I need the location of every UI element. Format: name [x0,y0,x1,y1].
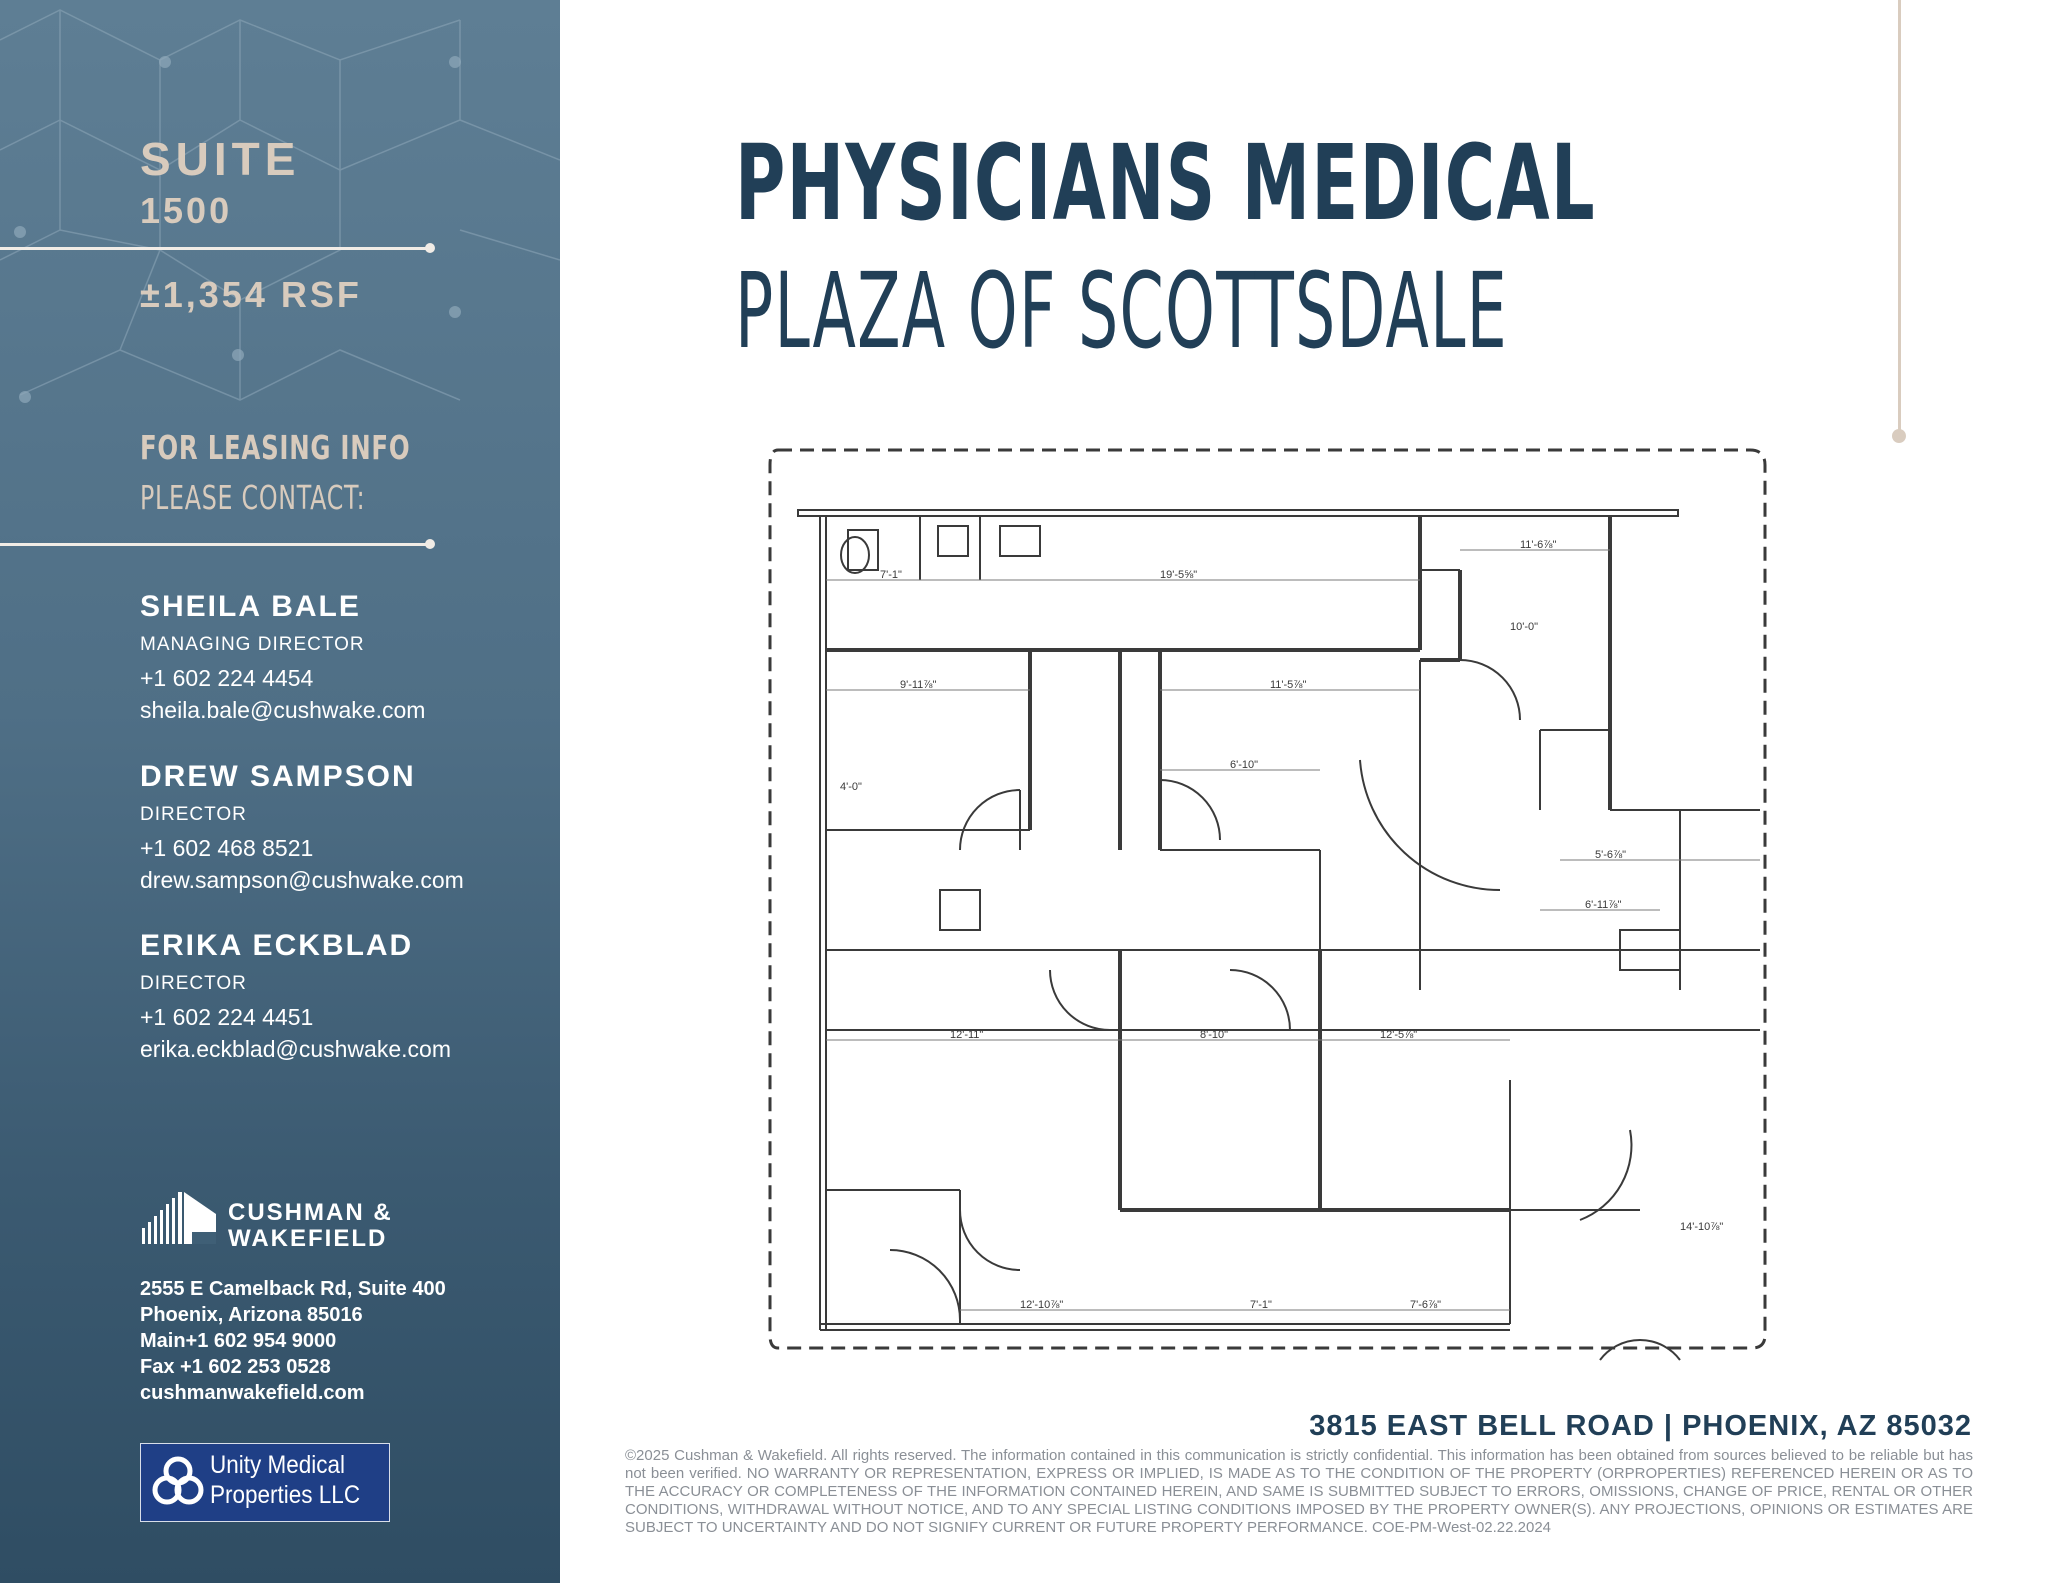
contact-phone[interactable]: +1 602 468 8521 [140,835,314,861]
legal-disclaimer: ©2025 Cushman & Wakefield. All rights reserved. The information contained in this communication is strictly confidential. This information has been obtained from sources believed to be reliable but has not been verified. NO WARRANTY OR REPRESENTATION, EXPRESS OR IMPLIED, IS MADE AS TO THE CONDITION OF THE PROPERTY (ORPROPERTIES) REFERENCED HEREIN OR AS TO THE ACCURACY OR COMPLETENESS OF THE INFORMATION CONTAINED HEREIN, AND SAME IS SUBMITTED SUBJECT TO ERRORS, OMISSIONS, CHANGE OF PRICE, RENTAL OR OTHER CONDITIONS, WITHDRAWAL WITHOUT NOTICE, AND TO ANY SPECIAL LISTING CONDITIONS IMPOSED BY THE PROPERTY OWNER(S). ANY PROJECTIONS, OPINIONS OR ESTIMATES ARE SUBJECT TO UNCERTAINTY AND DO NOT SIGNIFY CURRENT OR FUTURE PROPERTY PERFORMANCE. COE-PM-West-02.22.2024 [625,1447,1973,1536]
dimension-label: 12'-10⅞" [1020,1299,1064,1311]
property-address: 3815 EAST BELL ROAD | PHOENIX, AZ 85032 [1309,1410,1972,1442]
dimension-label: 9'-11⅞" [900,679,937,691]
contact-email[interactable]: sheila.bale@cushwake.com [140,697,426,723]
dimension-label: 6'-11⅞" [1585,899,1622,911]
property-title-line-1: PHYSICIANS MEDICAL [735,122,1596,244]
office-fax: Fax +1 602 253 0528 [140,1356,331,1378]
dimension-label: 12'-5⅞" [1380,1029,1418,1041]
contact-email[interactable]: erika.eckblad@cushwake.com [140,1036,451,1062]
sidebar [0,0,560,1583]
owner-name [210,1450,360,1510]
contact-name: SHEILA BALE [140,590,361,623]
divider-dot [425,243,435,253]
contact-name: DREW SAMPSON [140,760,416,793]
unity-medical-logo-icon [149,1454,207,1512]
contact-card [140,759,464,896]
dimension-label: 7'-1" [880,569,902,581]
contact-title: DIRECTOR [140,973,247,994]
brand-line: WAKEFIELD [228,1225,388,1252]
accent-line [1898,0,1901,430]
dimension-label: 12'-11" [950,1029,984,1041]
office-website-link[interactable]: cushmanwakefield.com [140,1382,365,1404]
owner-name-line: Properties LLC [210,1481,361,1509]
contact-title: DIRECTOR [140,804,247,825]
dimension-label: 7'-6⅞" [1410,1299,1442,1311]
office-main-phone[interactable]: Main+1 602 954 9000 [140,1330,337,1352]
divider-dot [425,539,435,549]
leasing-subheading: PLEASE CONTACT: [140,478,366,517]
floor-plan [760,430,1780,1390]
cushman-wakefield-logo-icon [140,1190,220,1246]
rentable-square-feet: ±1,354 RSF [140,274,362,315]
divider [0,247,430,250]
dimension-label: 19'-5⅝" [1160,569,1198,581]
brand-name [228,1200,393,1252]
dimension-label: 14'-10⅞" [1680,1221,1724,1233]
property-title-line-2: PLAZA OF SCOTTSDALE [735,250,1508,372]
contact-email[interactable]: drew.sampson@cushwake.com [140,867,464,893]
contact-card [140,928,451,1065]
brand-line: CUSHMAN & [228,1199,393,1226]
contact-name: ERIKA ECKBLAD [140,929,414,962]
hexagon-pattern [0,0,560,420]
contact-phone[interactable]: +1 602 224 4451 [140,1004,314,1030]
owner-name-line: Unity Medical [210,1451,346,1479]
contact-title: MANAGING DIRECTOR [140,634,365,655]
dimension-label: 10'-0" [1510,621,1539,633]
office-street: 2555 E Camelback Rd, Suite 400 [140,1278,446,1300]
dimension-label: 11'-5⅞" [1270,679,1307,691]
leasing-heading: FOR LEASING INFO [140,428,411,467]
dimension-label: 4'-0" [840,781,862,793]
office-city: Phoenix, Arizona 85016 [140,1304,363,1326]
dimension-label: 7'-1" [1250,1299,1272,1311]
dimension-label: 6'-10" [1230,759,1259,771]
suite-number: 1500 [140,190,233,231]
suite-label: SUITE [140,133,301,185]
dimension-label: 5'-6⅞" [1595,849,1627,861]
contact-phone[interactable]: +1 602 224 4454 [140,665,314,691]
divider [0,543,430,546]
office-address [140,1276,446,1406]
dimension-label: 8'-10" [1200,1029,1229,1041]
contact-card [140,589,425,726]
accent-dot [1892,429,1906,443]
dimension-label: 11'-6⅞" [1520,539,1557,551]
